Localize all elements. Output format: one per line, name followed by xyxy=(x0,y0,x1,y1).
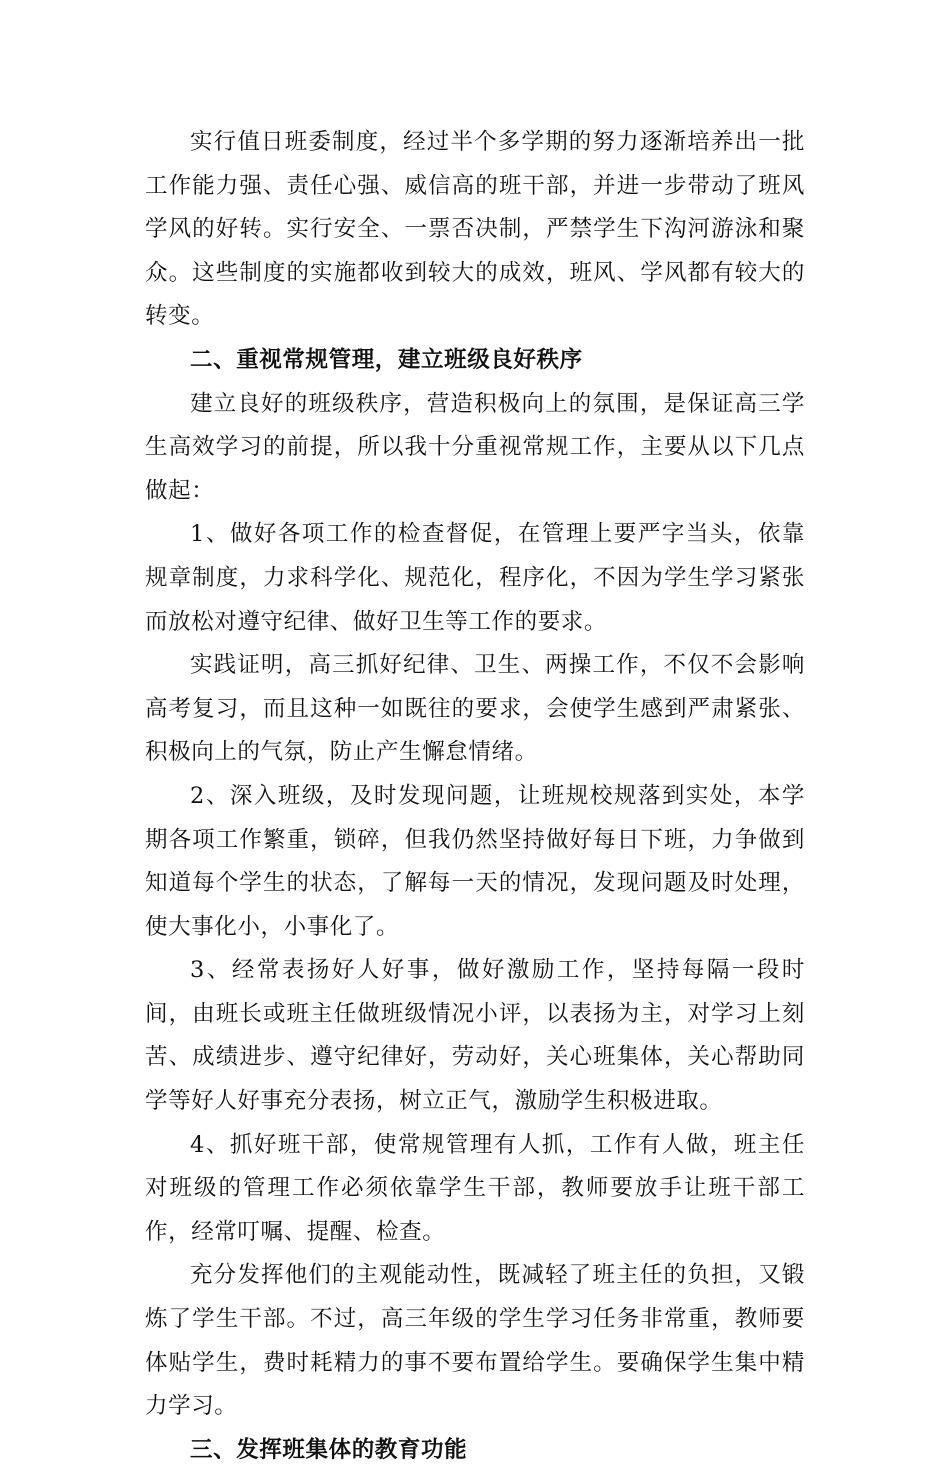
document-body xyxy=(145,121,805,1472)
paragraph-initiative: 充分发挥他们的主观能动性，既减轻了班主任的负担，又锻炼了学生干部。不过，高三年级的学生学习任务非常重，教师要体贴学生，费时耗精力的事不要布置给学生。要确保学生集中精力学习。 xyxy=(145,1262,805,1420)
paragraph-point-4: 4、抓好班干部，使常规管理有人抓，工作有人做，班主任对班级的管理工作必须依靠学生干部，教师要放手让班干部工作，经常叮嘱、提醒、检查。 xyxy=(145,1131,805,1245)
paragraph-class-order: 建立良好的班级秩序，营造积极向上的氛围，是保证高三学生高效学习的前提，所以我十分重视常规工作，主要从以下几点做起： xyxy=(145,390,805,504)
paragraph-point-2: 2、深入班级，及时发现问题，让班规校规落到实处，本学期各项工作繁重，锁碎，但我仍然坚持做好每日下班，力争做到知道每个学生的状态，了解每一天的情况，发现问题及时处理，使大事化小，小事化了。 xyxy=(145,782,805,940)
section-heading-routine-management: 二、重视常规管理，建立班级良好秩序 xyxy=(190,346,583,373)
paragraph-point-3: 3、经常表扬好人好事，做好激励工作，坚持每隔一段时间，由班长或班主任做班级情况小评，以表扬为主，对学习上刻苦、成绩进步、遵守纪律好，劳动好，关心班集体，关心帮助同学等好人好事充分表扬，树立正气，激励学生积极进取。 xyxy=(145,957,805,1115)
paragraph-point-1: 1、做好各项工作的检查督促，在管理上要严字当头，依靠规章制度，力求科学化、规范化，程序化，不因为学生学习紧张而放松对遵守纪律、做好卫生等工作的要求。 xyxy=(145,521,805,635)
paragraph-duty-system: 实行值日班委制度，经过半个多学期的努力逐渐培养出一批工作能力强、责任心强、威信高的班干部，并进一步带动了班风学风的好转。实行安全、一票否决制，严禁学生下沟河游泳和聚众。这些制度的实施都收到较大的成效，班风、学风都有较大的转变。 xyxy=(145,129,805,330)
section-heading-collective-education: 三、发挥班集体的教育功能 xyxy=(190,1436,468,1463)
paragraph-practice-proves: 实践证明，高三抓好纪律、卫生、两操工作，不仅不会影响高考复习，而且这种一如既往的要求，会使学生感到严肃紧张、积极向上的气氛，防止产生懈怠情绪。 xyxy=(145,652,805,766)
